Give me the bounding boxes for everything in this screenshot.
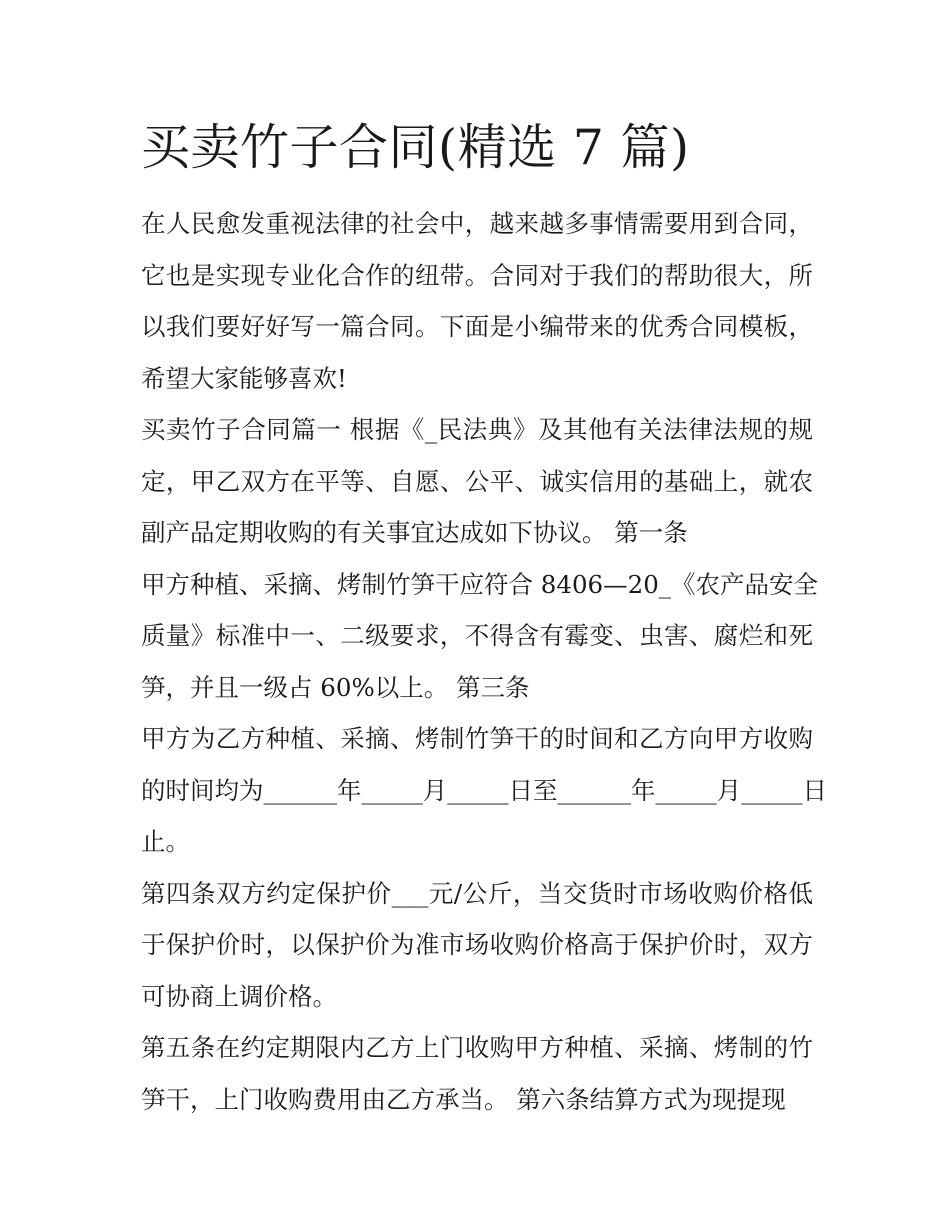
text-line: 甲方种植、采摘、烤制竹笋干应符合 8406—20_《农产品安全 [141,569,819,599]
text-line: 第五条在约定期限内乙方上门收购甲方种植、采摘、烤制的竹 [141,1033,813,1062]
text-line: 定，甲乙双方在平等、自愿、公平、诚实信用的基础上，就农 [141,466,813,496]
text-line: 笋，并且一级占 60%以上。 第三条 [141,672,530,702]
paragraph-contract-one [141,404,813,559]
text-line: 的时间均为______年_____月_____日至______年_____月_____日 [141,775,827,805]
text-line: 副产品定期收购的有关事宜达成如下协议。 第一条 [141,518,688,547]
paragraph-quality-standard [141,559,819,714]
document-title: 买卖竹子合同(精选 7 篇) [141,119,690,176]
text-line: 在人民愈发重视法律的社会中，越来越多事情需要用到合同， [141,209,813,238]
text-line: 质量》标准中一、二级要求，不得含有霉变、虫害、腐烂和死 [141,621,813,650]
paragraph-article-five [141,1022,813,1125]
paragraph-article-four [141,868,813,1023]
document-body [141,112,827,1125]
text-line: 笋干，上门收购费用由乙方承当。 第六条结算方式为现提现 [141,1084,786,1114]
text-line: 第四条双方约定保护价___元/公斤，当交货时市场收购价格低 [141,878,813,908]
text-line: 可协商上调价格。 [141,981,337,1011]
paragraph-intro [141,198,813,404]
text-line: 买卖竹子合同篇一 根据《_民法典》及其他有关法律法规的规 [141,415,813,444]
text-line: 于保护价时，以保护价为准市场收购价格高于保护价时，双方 [141,930,813,959]
text-line: 希望大家能够喜欢! [141,363,347,393]
text-line: 以我们要好好写一篇合同。下面是小编带来的优秀合同模板， [141,312,813,341]
text-line: 甲方为乙方种植、采摘、烤制竹笋干的时间和乙方向甲方收购 [141,724,813,753]
paragraph-time-period [141,713,827,868]
text-line: 它也是实现专业化合作的纽带。合同对于我们的帮助很大，所 [141,260,813,290]
text-line: 止。 [141,827,190,856]
